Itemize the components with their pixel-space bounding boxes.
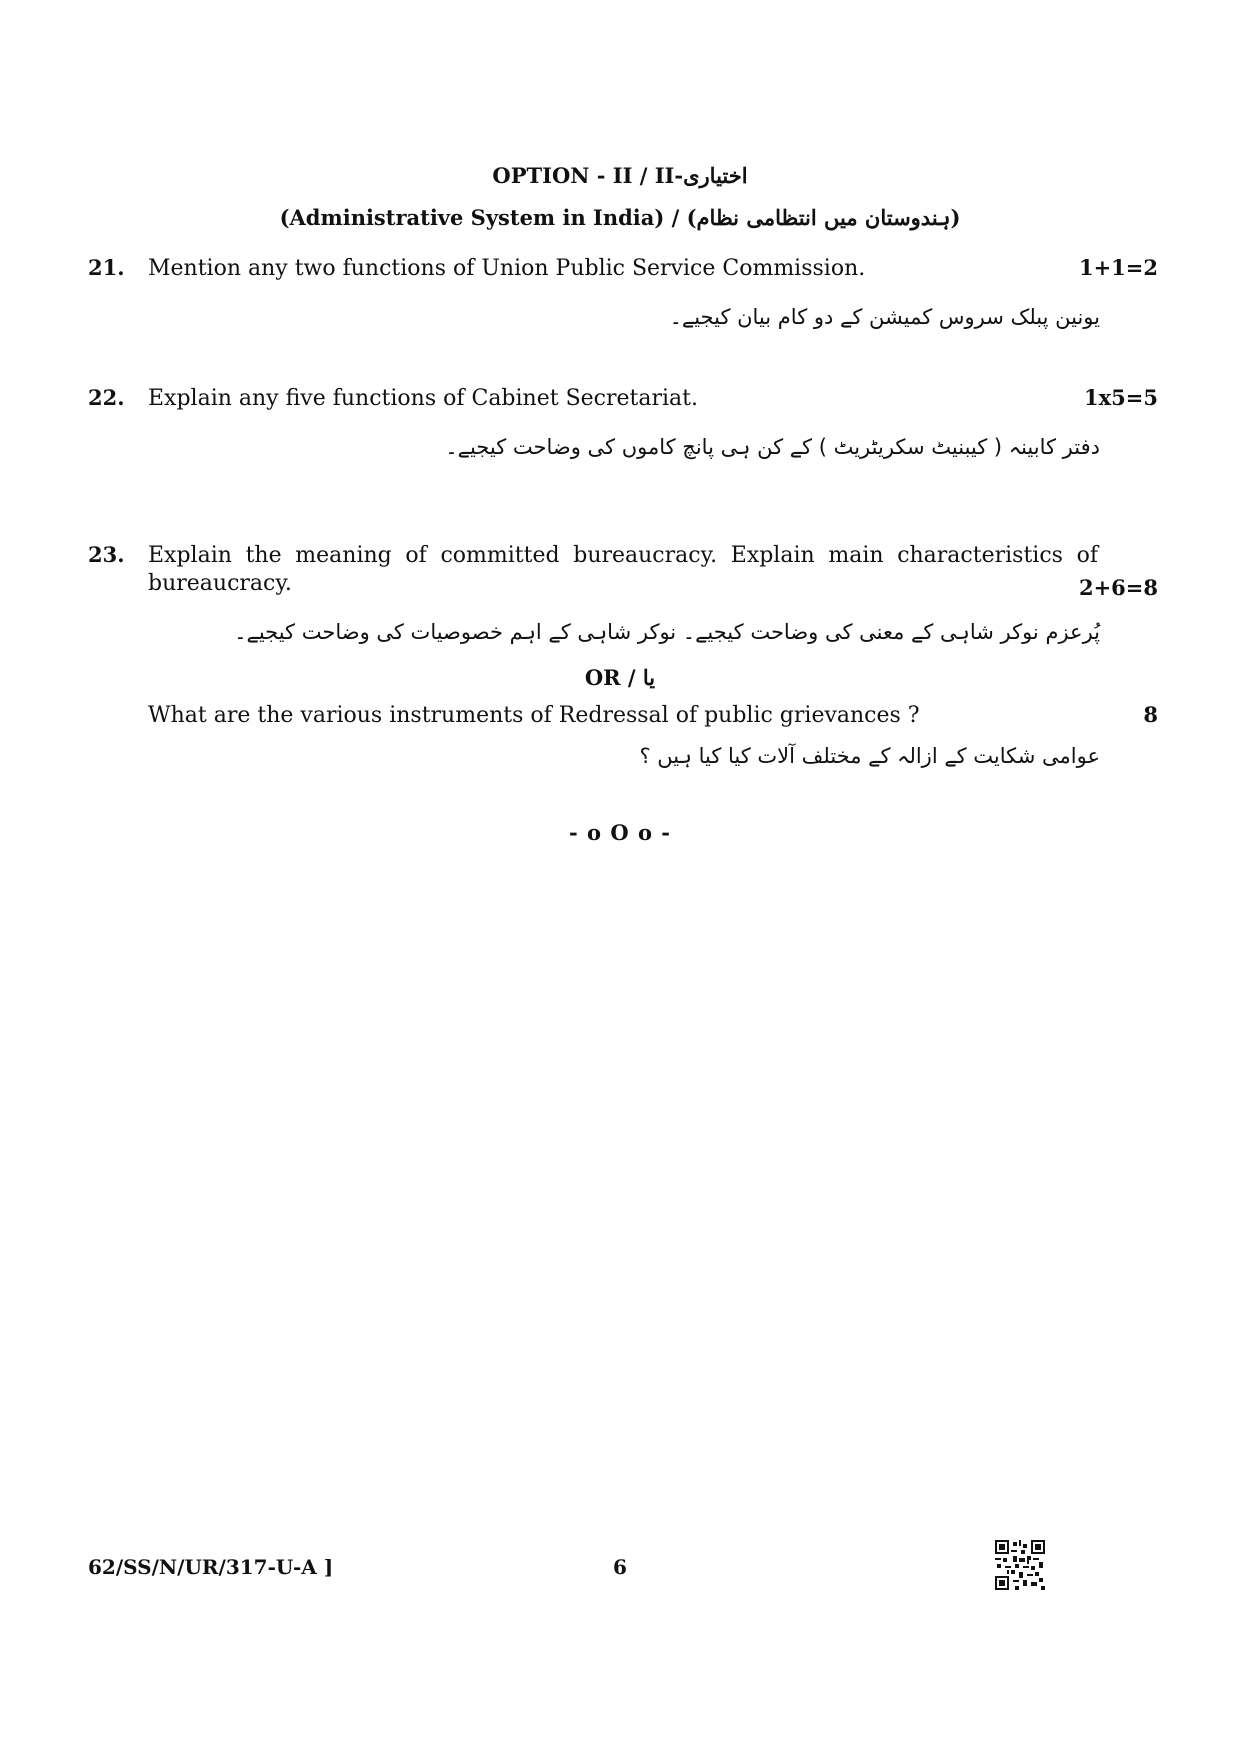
question-marks: 1x5=5	[1084, 385, 1158, 410]
question-text-line-2: bureaucracy.	[148, 571, 292, 596]
question-urdu-text: یونین پبلک سروس کمیشن کے دو کام بیان کیجیے۔	[669, 305, 1100, 329]
question-urdu-text: پُرعزم نوکر شاہی کے معنی کی وضاحت کیجیے۔ نوکر شاہی کے اہم خصوصیات کی وضاحت کیجیے۔	[234, 620, 1100, 644]
paper-code: 62/SS/N/UR/317-U-A ]	[88, 1555, 334, 1579]
end-of-paper-mark: - o O o -	[569, 820, 671, 845]
option-heading: OPTION - II / II-اختیاری	[492, 163, 748, 188]
qr-code-icon	[995, 1540, 1045, 1590]
question-21	[88, 255, 1158, 335]
question-number: 21.	[88, 255, 125, 280]
page-number: 6	[613, 1555, 627, 1579]
question-text: Explain any five functions of Cabinet Secretariat.	[148, 386, 698, 411]
question-23	[88, 542, 1158, 782]
question-marks: 2+6=8	[1078, 575, 1158, 600]
question-text: Mention any two functions of Union Public Service Commission.	[148, 256, 866, 281]
alternative-question-text: What are the various instruments of Redressal of public grievances ?	[148, 703, 920, 728]
section-subtitle: (Administrative System in India) / (ہندوستان میں انتظامی نظام)	[279, 205, 961, 230]
question-number: 22.	[88, 385, 125, 410]
question-urdu-text: دفتر کابینہ ( کیبنیٹ سکریٹریٹ ) کے کن ہی پانچ کاموں کی وضاحت کیجیے۔	[445, 435, 1100, 459]
alternative-question-urdu-text: عوامی شکایت کے ازالہ کے مختلف آلات کیا کیا ہیں ؟	[639, 744, 1100, 768]
question-22	[88, 385, 1158, 465]
question-text-line-1: Explain the meaning of committed bureaucracy. Explain main characteristics of	[148, 543, 1098, 568]
alternative-question-marks: 8	[1143, 702, 1158, 727]
question-marks: 1+1=2	[1078, 255, 1158, 280]
or-separator: OR / یا	[584, 665, 656, 690]
question-number: 23.	[88, 542, 125, 567]
